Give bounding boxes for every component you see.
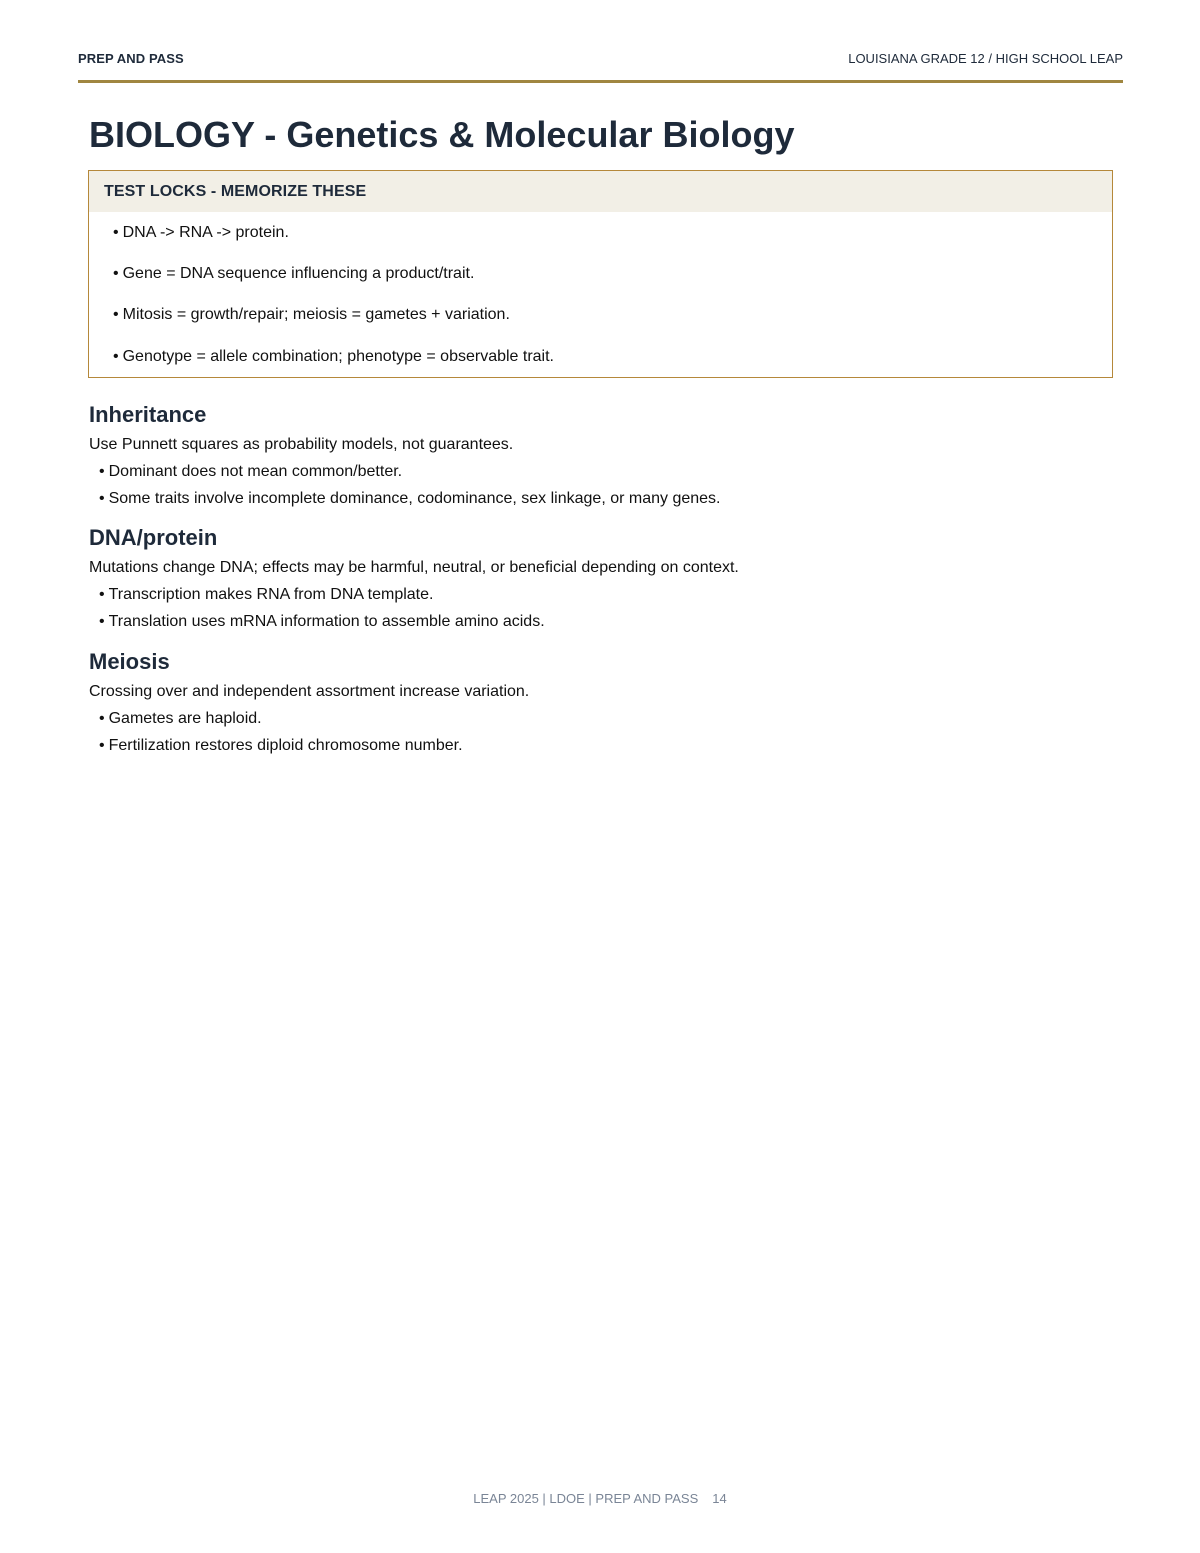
list-item [89,462,1109,482]
test-locks-heading: TEST LOCKS - MEMORIZE THESE [89,171,1112,212]
page-title: BIOLOGY - Genetics & Molecular Biology [89,114,795,155]
bullet-icon: • [99,710,105,727]
test-lock-text: DNA -> RNA -> protein. [122,224,289,241]
bullet-icon: • [113,348,119,365]
section-meiosis [89,649,1109,763]
test-lock-text: Gene = DNA sequence influencing a product/trait. [122,265,475,282]
section-intro: Crossing over and independent assortment increase variation. [89,683,530,700]
section-heading: DNA/protein [89,525,218,550]
list-item-text: Translation uses mRNA information to assemble amino acids. [108,613,545,630]
test-lock-item [113,306,510,324]
bullet-icon: • [113,224,119,241]
test-lock-item [113,348,554,366]
bullet-icon: • [113,306,119,323]
list-item-text: Dominant does not mean common/better. [108,463,403,480]
section-intro: Mutations change DNA; effects may be harmful, neutral, or beneficial depending on context. [89,559,739,576]
test-locks-box [88,170,1113,378]
section-inheritance [89,402,1109,516]
test-lock-text: Genotype = allele combination; phenotype = observable trait. [122,348,554,365]
test-lock-item [113,265,474,283]
section-bullets [89,709,1109,756]
bullet-icon: • [99,613,105,630]
section-heading: Meiosis [89,649,170,674]
list-item [89,585,1109,605]
section-bullets [89,462,1109,509]
bullet-icon: • [99,463,105,480]
section-heading: Inheritance [89,402,207,427]
test-lock-text: Mitosis = growth/repair; meiosis = gametes + variation. [122,306,510,323]
bullet-icon: • [113,265,119,282]
section-bullets [89,585,1109,632]
section-intro: Use Punnett squares as probability models, not guarantees. [89,436,514,453]
list-item-text: Some traits involve incomplete dominance, codominance, sex linkage, or many genes. [108,490,721,507]
bullet-icon: • [99,490,105,507]
list-item [89,709,1109,729]
list-item [89,736,1109,756]
brand-label: PREP AND PASS [78,51,184,66]
footer-text: LEAP 2025 | LDOE | PREP AND PASS [473,1491,699,1506]
list-item-text: Transcription makes RNA from DNA template. [108,586,434,603]
header-subtitle: LOUISIANA GRADE 12 / HIGH SCHOOL LEAP [848,51,1123,66]
list-item [89,612,1109,632]
page-footer [0,1491,1200,1506]
list-item [89,489,1109,509]
page-header [78,50,1123,83]
list-item-text: Fertilization restores diploid chromosome number. [108,737,463,754]
list-item-text: Gametes are haploid. [108,710,262,727]
bullet-icon: • [99,586,105,603]
bullet-icon: • [99,737,105,754]
section-dna-protein [89,525,1109,639]
test-lock-item [113,224,289,242]
page-number: 14 [712,1491,727,1506]
